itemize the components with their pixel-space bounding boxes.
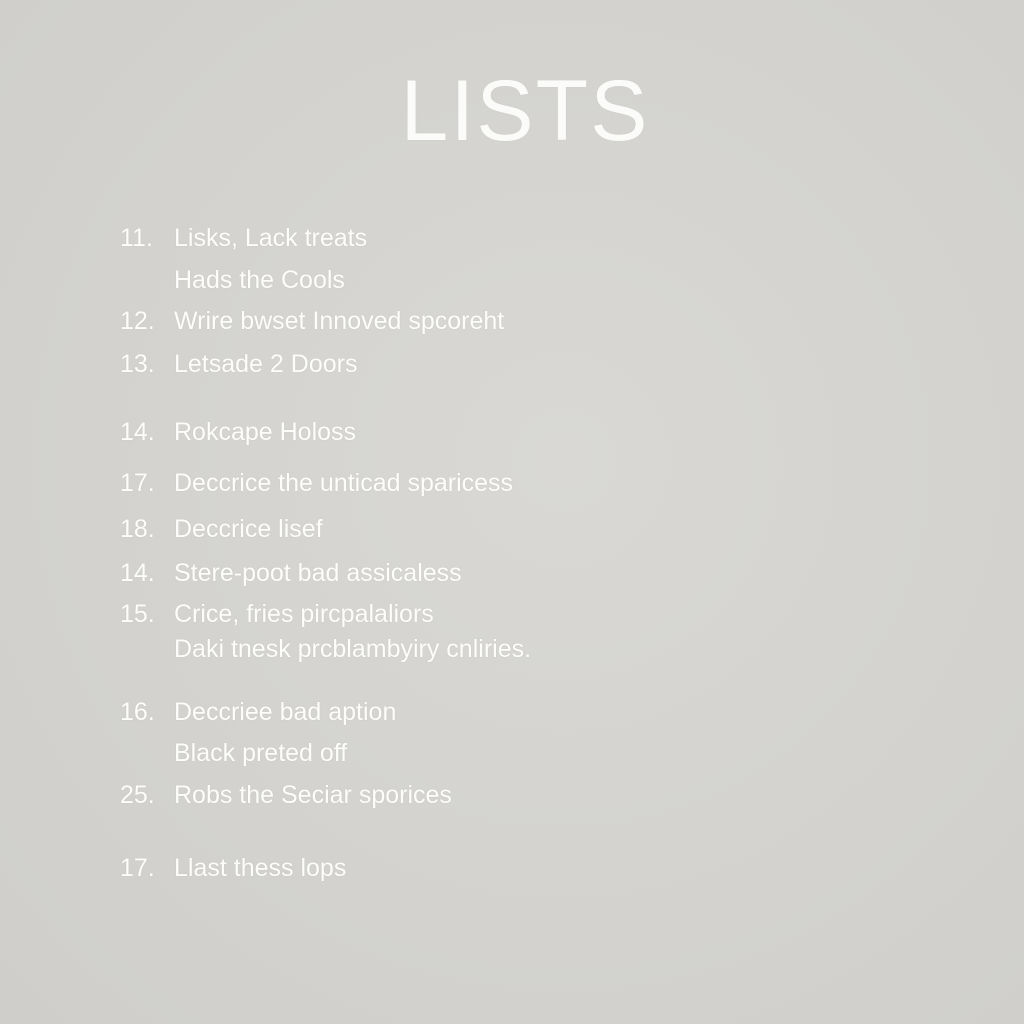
list-item-text: Crice, fries pircpalaliors xyxy=(174,600,434,628)
list-item-text: Daki tnesk prcblambyiry cnliries. xyxy=(174,635,532,663)
list-item-text: Black preted off xyxy=(174,739,348,767)
list-item-text: Deccrice lisef xyxy=(174,515,323,543)
list-item-number: 11. xyxy=(120,224,153,252)
list-item-text: Robs the Seciar sporices xyxy=(174,781,452,809)
list-item-number: 12. xyxy=(120,307,155,335)
list-item-text: Lisks, Lack treats xyxy=(174,224,368,252)
list-item-text: Wrire bwset Innoved spcoreht xyxy=(174,307,505,335)
list-item-number: 17. xyxy=(120,469,155,497)
list-item-text: Deccrice the unticad sparicess xyxy=(174,469,514,497)
list-item-number: 14. xyxy=(120,559,155,587)
list-item-text: Llast thess lops xyxy=(174,854,347,882)
list-item-number: 25. xyxy=(120,781,155,809)
list-item-number: 17. xyxy=(120,854,155,882)
list-item-number: 13. xyxy=(120,350,155,378)
list-item-text: Letsade 2 Doors xyxy=(174,350,358,378)
list-item-text: Deccriee bad aption xyxy=(174,698,397,726)
list-item-text: Stere-poot bad assicaless xyxy=(174,559,462,587)
list-item-text: Rokcape Holoss xyxy=(174,418,357,446)
list-item-text: Hads the Cools xyxy=(174,266,345,294)
list-item-number: 18. xyxy=(120,515,155,543)
list-item-number: 14. xyxy=(120,418,155,446)
page-title: LISTS xyxy=(400,63,650,159)
list-item-number: 15. xyxy=(120,600,155,628)
list-item-number: 16. xyxy=(120,698,155,726)
